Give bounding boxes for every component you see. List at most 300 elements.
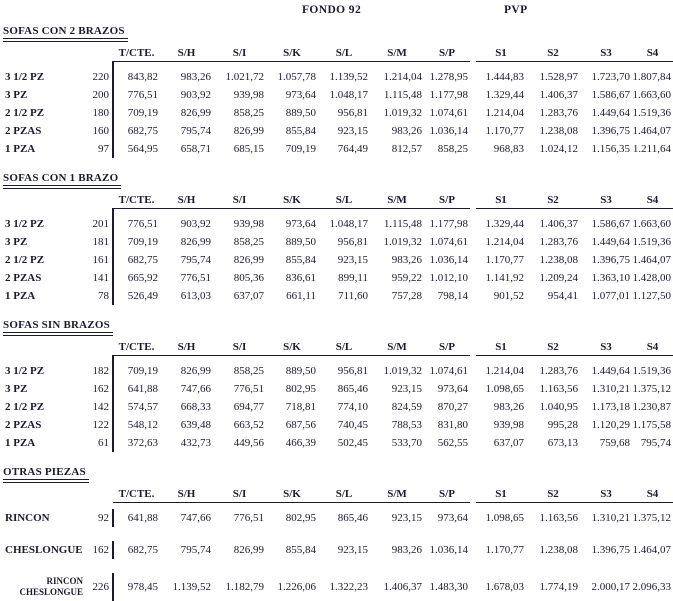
- price-cell: 805,36: [233, 272, 264, 284]
- price-cell: 1.464,07: [632, 254, 671, 266]
- price-cell: 956,81: [337, 236, 368, 248]
- price-cell: 973,64: [285, 89, 316, 101]
- price-cell: 1.156,35: [591, 143, 630, 155]
- column-header: T/CTE.: [113, 45, 160, 61]
- price-cell: 1.375,12: [632, 512, 671, 524]
- column-header: S/H: [160, 192, 213, 208]
- spacer-row: [3, 208, 673, 215]
- row-quantity: 180: [92, 107, 109, 119]
- price-cell: 802,95: [285, 512, 316, 524]
- price-cell: 1.024,12: [539, 143, 578, 155]
- spacer-row: [3, 527, 673, 541]
- price-cell: 788,53: [391, 419, 422, 431]
- row-label: 3 PZ: [5, 383, 28, 395]
- price-cell: 613,03: [180, 290, 211, 302]
- table-row: [3, 434, 673, 452]
- table-row: [3, 104, 673, 122]
- column-header: T/CTE.: [113, 486, 160, 502]
- price-table: [3, 45, 673, 158]
- column-header: S/P: [424, 192, 470, 208]
- price-cell: 641,88: [113, 509, 160, 527]
- price-cell: 795,74: [180, 254, 211, 266]
- price-cell: 1.283,76: [539, 236, 578, 248]
- column-header-row: [3, 45, 673, 61]
- price-cell: 1.449,64: [591, 365, 630, 377]
- price-cell: 1.019,32: [383, 236, 422, 248]
- price-cell: 956,81: [337, 365, 368, 377]
- column-header: S/L: [318, 45, 370, 61]
- price-cell: 802,95: [285, 383, 316, 395]
- price-cell: 709,19: [113, 362, 160, 380]
- price-cell: 954,41: [547, 290, 578, 302]
- spacer-row: [3, 559, 673, 573]
- price-cell: 533,70: [391, 437, 422, 449]
- row-label: 2 PZAS: [5, 125, 42, 137]
- table-row: [3, 122, 673, 140]
- price-cell: 449,56: [233, 437, 264, 449]
- column-header: S/M: [370, 339, 424, 355]
- group-header-row: [3, 3, 673, 21]
- column-header: T/CTE.: [113, 192, 160, 208]
- price-cell: 1.428,00: [632, 272, 671, 284]
- price-cell: 889,50: [285, 365, 316, 377]
- column-header: S/P: [424, 339, 470, 355]
- price-cell: 865,46: [337, 512, 368, 524]
- column-header: S/K: [266, 339, 318, 355]
- row-label: 1 PZA: [5, 437, 36, 449]
- table-row: [3, 380, 673, 398]
- price-cell: 983,26: [391, 544, 422, 556]
- price-cell: 1.375,12: [632, 383, 671, 395]
- price-cell: 1.170,77: [485, 125, 524, 137]
- price-cell: 923,15: [391, 383, 422, 395]
- price-cell: 1.163,56: [539, 512, 578, 524]
- price-cell: 1.449,64: [591, 107, 630, 119]
- column-header-row: [3, 486, 673, 502]
- price-cell: 973,64: [285, 218, 316, 230]
- price-cell: 923,15: [337, 125, 368, 137]
- row-label: 3 PZ: [5, 236, 28, 248]
- price-cell: 889,50: [285, 236, 316, 248]
- column-header: S/K: [266, 486, 318, 502]
- price-cell: 870,27: [437, 401, 468, 413]
- column-header: S4: [632, 486, 673, 502]
- price-cell: 812,57: [391, 143, 422, 155]
- price-cell: 1.077,01: [591, 290, 630, 302]
- price-cell: 1.170,77: [485, 544, 524, 556]
- header-blank: [3, 192, 65, 208]
- header-blank: [3, 339, 65, 355]
- price-cell: 776,51: [113, 215, 160, 233]
- price-cell: 432,73: [180, 437, 211, 449]
- price-cell: 764,49: [337, 143, 368, 155]
- price-cell: 2.000,17: [591, 581, 630, 593]
- price-cell: 663,52: [233, 419, 264, 431]
- column-header: S2: [526, 192, 580, 208]
- price-cell: 682,75: [113, 251, 160, 269]
- spacer-cell: [113, 502, 673, 509]
- table-row: [3, 509, 673, 527]
- column-header: S/P: [424, 45, 470, 61]
- header-blank: [65, 192, 113, 208]
- price-cell: 1.774,19: [539, 581, 578, 593]
- column-header-row: [3, 339, 673, 355]
- price-cell: 1.175,58: [632, 419, 671, 431]
- header-blank: [3, 45, 65, 61]
- pvp-group-header: PVP: [504, 4, 528, 16]
- column-header: S3: [580, 486, 632, 502]
- price-cell: 836,61: [285, 272, 316, 284]
- price-cell: 1.406,37: [539, 218, 578, 230]
- price-cell: 709,19: [113, 104, 160, 122]
- price-cell: 673,13: [547, 437, 578, 449]
- row-label: 3 PZ: [5, 89, 28, 101]
- price-cell: 637,07: [233, 290, 264, 302]
- price-cell: 795,74: [640, 437, 671, 449]
- row-label: 2 1/2 PZ: [5, 107, 45, 119]
- price-cell: 1.214,04: [485, 365, 524, 377]
- price-cell: 694,77: [233, 401, 264, 413]
- row-label-line: CHESLONGUE: [19, 587, 83, 597]
- price-cell: 1.177,98: [429, 89, 468, 101]
- price-cell: 903,92: [180, 89, 211, 101]
- row-quantity: 122: [92, 419, 109, 431]
- price-cell: 1.310,21: [591, 512, 630, 524]
- price-cell: 923,15: [391, 512, 422, 524]
- price-cell: 1.098,65: [485, 512, 524, 524]
- row-label: [3, 573, 83, 601]
- price-cell: 682,75: [113, 122, 160, 140]
- price-table: [3, 486, 673, 601]
- price-cell: 1.182,79: [225, 581, 264, 593]
- column-header: S3: [580, 192, 632, 208]
- price-section: [3, 168, 673, 305]
- price-cell: 372,63: [113, 434, 160, 452]
- price-cell: 1.449,64: [591, 236, 630, 248]
- row-label: 1 PZA: [5, 143, 36, 155]
- header-blank: [3, 486, 65, 502]
- price-cell: 1.173,18: [591, 401, 630, 413]
- price-cell: 956,81: [337, 107, 368, 119]
- price-cell: 824,59: [391, 401, 422, 413]
- table-row: [3, 269, 673, 287]
- price-cell: 795,74: [180, 544, 211, 556]
- price-cell: 1.040,95: [539, 401, 578, 413]
- price-cell: 2.096,33: [632, 581, 671, 593]
- header-blank: [65, 339, 113, 355]
- price-cell: 983,26: [391, 254, 422, 266]
- price-cell: 1.012,10: [429, 272, 468, 284]
- table-row: [3, 68, 673, 86]
- price-cell: 1.396,75: [591, 544, 630, 556]
- price-cell: 1.170,77: [485, 254, 524, 266]
- price-cell: 1.120,29: [591, 419, 630, 431]
- price-cell: 1.048,17: [329, 218, 368, 230]
- column-header: S3: [580, 339, 632, 355]
- table-row: [3, 287, 673, 305]
- row-quantity: 200: [92, 89, 109, 101]
- price-cell: 1.396,75: [591, 125, 630, 137]
- price-cell: 1.464,07: [632, 544, 671, 556]
- row-label: 2 1/2 PZ: [5, 254, 45, 266]
- price-cell: 1.214,04: [383, 71, 422, 83]
- spacer-cell: [3, 502, 113, 509]
- spacer-cell: [113, 61, 673, 68]
- row-quantity: 220: [92, 71, 109, 83]
- price-cell: 1.464,07: [632, 125, 671, 137]
- price-cell: 776,51: [233, 512, 264, 524]
- price-cell: 776,51: [233, 383, 264, 395]
- price-cell: 1.663,60: [632, 89, 671, 101]
- price-cell: 1.177,98: [429, 218, 468, 230]
- price-cell: 855,84: [285, 254, 316, 266]
- column-header: S/L: [318, 486, 370, 502]
- section-title: OTRAS PIEZAS: [3, 466, 89, 483]
- fondo-group-header: FONDO 92: [302, 4, 362, 16]
- price-cell: 939,98: [233, 89, 264, 101]
- row-quantity: 160: [92, 125, 109, 137]
- price-table: [3, 339, 673, 452]
- row-label: 3 1/2 PZ: [5, 218, 45, 230]
- price-cell: 865,46: [337, 383, 368, 395]
- row-label: 3 1/2 PZ: [5, 71, 45, 83]
- price-cell: 574,57: [113, 398, 160, 416]
- table-row: [3, 541, 673, 559]
- spacer-row: [3, 61, 673, 68]
- row-quantity: 78: [98, 290, 109, 302]
- price-cell: 1.141,92: [485, 272, 524, 284]
- price-cell: 1.278,95: [429, 71, 468, 83]
- price-cell: 661,11: [286, 290, 316, 302]
- price-cell: 1.036,14: [429, 125, 468, 137]
- column-header: S/M: [370, 192, 424, 208]
- price-cell: 562,55: [437, 437, 468, 449]
- row-quantity: 181: [92, 236, 109, 248]
- price-cell: 923,15: [337, 544, 368, 556]
- price-cell: 1.329,44: [485, 89, 524, 101]
- column-header: S1: [476, 192, 526, 208]
- row-quantity: 92: [98, 512, 109, 524]
- price-cell: 1.048,17: [329, 89, 368, 101]
- price-cell: 1.074,61: [429, 236, 468, 248]
- price-cell: 1.663,60: [632, 218, 671, 230]
- column-header: S/L: [318, 339, 370, 355]
- column-header: S2: [526, 45, 580, 61]
- price-cell: 1.363,10: [591, 272, 630, 284]
- price-cell: 637,07: [493, 437, 524, 449]
- price-cell: 709,19: [285, 143, 316, 155]
- price-cell: 1.214,04: [485, 107, 524, 119]
- price-cell: 858,25: [437, 143, 468, 155]
- table-row: [3, 398, 673, 416]
- row-quantity: 61: [98, 437, 109, 449]
- price-table: [3, 192, 673, 305]
- price-cell: 502,45: [337, 437, 368, 449]
- price-cell: 658,71: [180, 143, 211, 155]
- price-section: [3, 462, 673, 601]
- section-title: SOFAS CON 1 BRAZO: [3, 172, 121, 189]
- price-cell: 1.019,32: [383, 107, 422, 119]
- price-cell: 923,15: [337, 254, 368, 266]
- row-label-line: RINCON: [46, 576, 83, 587]
- spacer-cell: [113, 559, 673, 573]
- price-cell: 1.036,14: [429, 544, 468, 556]
- column-header: S/P: [424, 486, 470, 502]
- table-row: [3, 140, 673, 158]
- table-row: [3, 215, 673, 233]
- spacer-row: [3, 355, 673, 362]
- price-cell: 973,64: [437, 512, 468, 524]
- price-cell: 685,15: [233, 143, 264, 155]
- column-header: S/I: [213, 339, 266, 355]
- price-cell: 831,80: [437, 419, 468, 431]
- price-cell: 564,95: [113, 140, 160, 158]
- price-cell: 1.074,61: [429, 365, 468, 377]
- column-header: S/M: [370, 45, 424, 61]
- price-cell: 1.211,64: [632, 143, 671, 155]
- price-cell: 1.163,56: [539, 383, 578, 395]
- price-cell: 1.586,67: [591, 218, 630, 230]
- column-header: S/H: [160, 486, 213, 502]
- price-cell: 968,83: [493, 143, 524, 155]
- price-cell: 1.807,84: [632, 71, 671, 83]
- price-cell: 903,92: [180, 218, 211, 230]
- price-cell: 1.519,36: [632, 236, 671, 248]
- price-cell: 1.444,83: [485, 71, 524, 83]
- row-label: 2 1/2 PZ: [5, 401, 45, 413]
- price-cell: 1.115,48: [383, 218, 422, 230]
- price-cell: 1.209,24: [539, 272, 578, 284]
- row-quantity: 141: [92, 272, 109, 284]
- price-cell: 1.283,76: [539, 365, 578, 377]
- column-header: S1: [476, 339, 526, 355]
- row-label: CHESLONGUE: [5, 544, 83, 556]
- price-cell: 641,88: [113, 380, 160, 398]
- column-header: S4: [632, 45, 673, 61]
- price-cell: 858,25: [233, 365, 264, 377]
- row-quantity: 182: [92, 365, 109, 377]
- price-cell: 855,84: [285, 544, 316, 556]
- row-quantity: 201: [92, 218, 109, 230]
- spacer-cell: [113, 527, 673, 541]
- table-row: [3, 362, 673, 380]
- price-cell: 1.139,52: [172, 581, 211, 593]
- price-cell: 826,99: [180, 236, 211, 248]
- price-cell: 826,99: [233, 125, 264, 137]
- column-header: S/I: [213, 486, 266, 502]
- column-header: S1: [476, 486, 526, 502]
- price-cell: 973,64: [437, 383, 468, 395]
- price-cell: 747,66: [180, 512, 211, 524]
- price-cell: 795,74: [180, 125, 211, 137]
- price-cell: 899,11: [338, 272, 368, 284]
- spacer-row: [3, 502, 673, 509]
- price-cell: 978,45: [113, 573, 160, 601]
- price-cell: 1.074,61: [429, 107, 468, 119]
- column-header: S2: [526, 486, 580, 502]
- price-cell: 826,99: [233, 544, 264, 556]
- header-blank: [65, 486, 113, 502]
- price-cell: 1.519,36: [632, 107, 671, 119]
- price-cell: 1.283,76: [539, 107, 578, 119]
- price-cell: 639,48: [180, 419, 211, 431]
- column-header: S/M: [370, 486, 424, 502]
- column-header-row: [3, 192, 673, 208]
- price-cell: 983,26: [391, 125, 422, 137]
- price-cell: 798,14: [437, 290, 468, 302]
- column-header: S/I: [213, 192, 266, 208]
- section-title: SOFAS SIN BRAZOS: [3, 319, 113, 336]
- price-cell: 1.519,36: [632, 365, 671, 377]
- price-cell: 1.723,70: [591, 71, 630, 83]
- price-cell: 665,92: [113, 269, 160, 287]
- price-cell: 1.230,87: [632, 401, 671, 413]
- price-cell: 1.226,06: [277, 581, 316, 593]
- price-cell: 526,49: [113, 287, 160, 305]
- price-cell: 939,98: [493, 419, 524, 431]
- column-header: S2: [526, 339, 580, 355]
- row-label: 2 PZAS: [5, 419, 42, 431]
- price-cell: 1.098,65: [485, 383, 524, 395]
- price-cell: 858,25: [233, 107, 264, 119]
- price-cell: 826,99: [180, 365, 211, 377]
- price-cell: 718,81: [285, 401, 316, 413]
- row-quantity: 226: [92, 581, 109, 593]
- spacer-cell: [113, 208, 673, 215]
- row-label: 1 PZA: [5, 290, 36, 302]
- row-quantity: 142: [92, 401, 109, 413]
- price-cell: 826,99: [180, 107, 211, 119]
- column-header: S/L: [318, 192, 370, 208]
- row-quantity: 97: [98, 143, 109, 155]
- column-header: S/K: [266, 192, 318, 208]
- price-cell: 1.322,23: [329, 581, 368, 593]
- price-cell: 1.329,44: [485, 218, 524, 230]
- price-cell: 858,25: [233, 236, 264, 248]
- price-cell: 1.238,08: [539, 125, 578, 137]
- price-cell: 1.483,30: [429, 581, 468, 593]
- price-cell: 843,82: [113, 68, 160, 86]
- price-cell: 1.528,97: [539, 71, 578, 83]
- price-cell: 1.139,52: [329, 71, 368, 83]
- price-cell: 1.310,21: [591, 383, 630, 395]
- header-blank: [65, 45, 113, 61]
- row-quantity: 162: [92, 544, 109, 556]
- price-cell: 983,26: [493, 401, 524, 413]
- row-quantity: 162: [92, 383, 109, 395]
- price-cell: 757,28: [391, 290, 422, 302]
- column-header: S3: [580, 45, 632, 61]
- price-cell: 1.021,72: [225, 71, 264, 83]
- price-cell: 1.238,08: [539, 254, 578, 266]
- column-header: S4: [632, 339, 673, 355]
- price-cell: 1.406,37: [539, 89, 578, 101]
- column-header: S4: [632, 192, 673, 208]
- price-cell: 747,66: [180, 383, 211, 395]
- price-section: [3, 315, 673, 452]
- price-cell: 1.036,14: [429, 254, 468, 266]
- row-label: 3 1/2 PZ: [5, 365, 45, 377]
- row-label: 2 PZAS: [5, 272, 42, 284]
- table-row: [3, 416, 673, 434]
- column-header: S1: [476, 45, 526, 61]
- row-label: RINCON: [5, 512, 50, 524]
- price-cell: 889,50: [285, 107, 316, 119]
- price-cell: 1.127,50: [632, 290, 671, 302]
- price-cell: 1.057,78: [277, 71, 316, 83]
- price-cell: 711,60: [338, 290, 368, 302]
- spacer-cell: [3, 559, 113, 573]
